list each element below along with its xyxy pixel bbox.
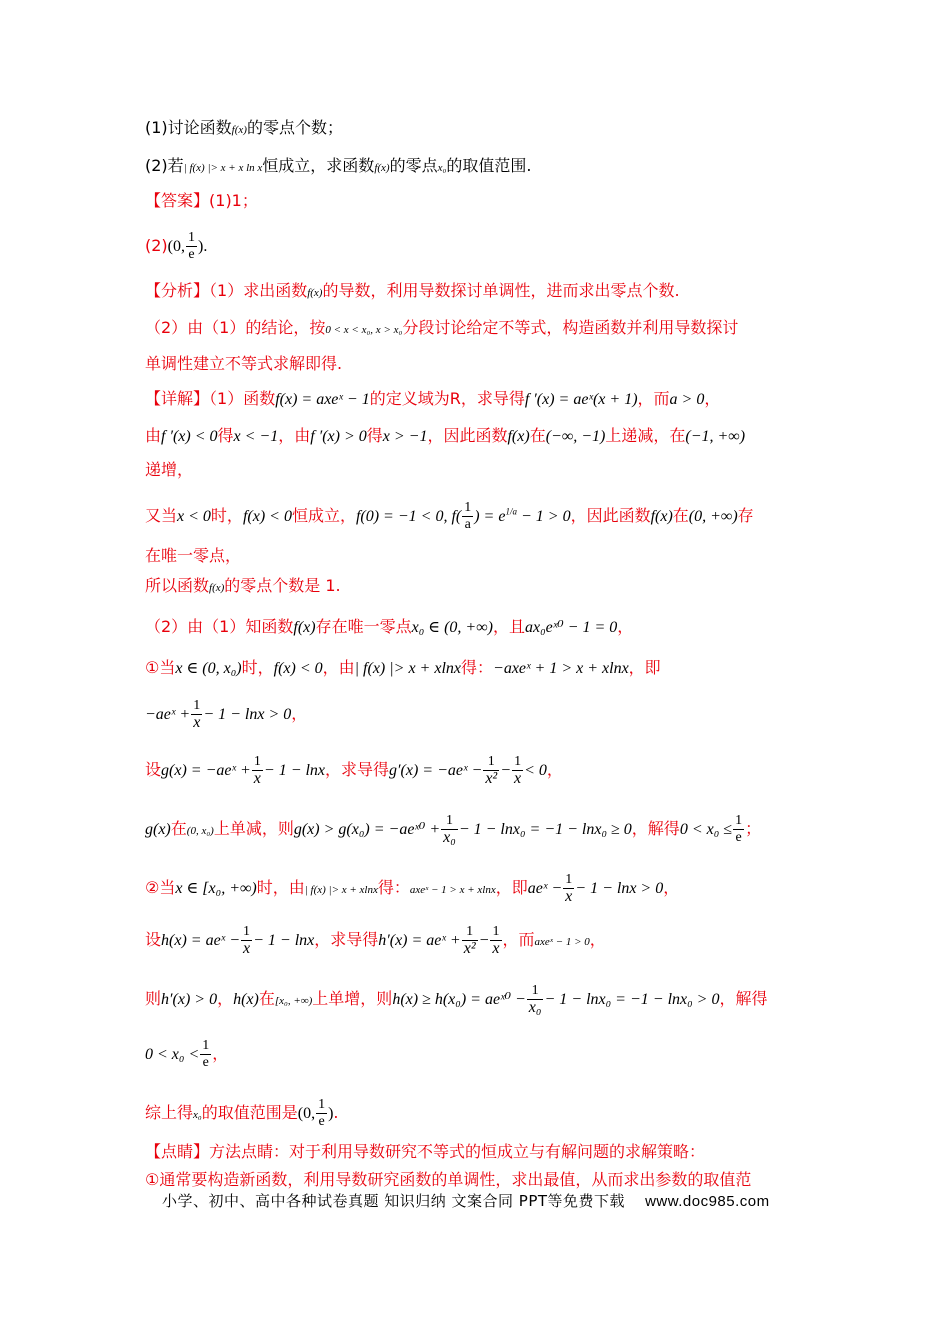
d-l16-m1: x₀ [193, 1109, 202, 1121]
analysis-p2-b: 分段讨论给定不等式，构造函数并利用导数探讨 [402, 318, 739, 337]
frac-num: 1 [252, 754, 263, 771]
detail-line-8 [145, 658, 661, 679]
d-l7-a: （2）由（1）知函数 [145, 617, 294, 636]
d-l11-d: ； [745, 819, 762, 838]
answer-line-1 [145, 191, 258, 211]
d-l11-m2: (0, x₀) [186, 825, 214, 837]
d-l6-fx: f(x) [209, 582, 225, 594]
d-l16-a: 综上得 [145, 1103, 194, 1122]
d-l6-b: 的零点个数是 1. [224, 576, 341, 595]
d-l12-frac [563, 872, 574, 905]
d-l8-m3: | f(x) |> x + xlnx [354, 660, 461, 677]
d-l14-m5: − 1 − lnx₀ = −1 − lnx₀ > 0 [544, 991, 720, 1008]
d-l3: 递增， [145, 460, 194, 479]
frac-num: 1 [241, 924, 252, 941]
d-l13-m5: axeˣ − 1 > 0 [534, 936, 590, 948]
detail-line-2 [145, 426, 745, 447]
d-l8-c: ，由 [322, 658, 355, 677]
detail-line-4 [145, 500, 754, 533]
d-l11-m3: g(x) > g(x₀) = −aeˣ⁰ + [293, 821, 441, 838]
d-l8-a: ①当 [145, 658, 176, 677]
d-l4-d: ，因此函数 [570, 506, 651, 525]
frac-den: x₀ [443, 829, 456, 846]
d-l4-m7: (0, +∞) [688, 508, 738, 525]
d-l13-m3: h′(x) = aeˣ + [378, 932, 461, 949]
d-l8-m1: x ∈ (0, x₀) [175, 660, 242, 677]
d-l13-a: 设 [145, 930, 162, 949]
detail-line-1 [145, 389, 720, 410]
d-l13-c: ，而 [502, 930, 535, 949]
frac-num: 1 [441, 813, 458, 830]
answer-line-2 [145, 230, 207, 263]
d-l4-m3: f(0) = −1 < 0, f( [355, 508, 462, 525]
d-l11-b: 上单减，则 [213, 819, 294, 838]
d-l7-d: ， [617, 617, 634, 636]
q2-tail: 的取值范围. [446, 156, 532, 175]
answer-2-label: (2) [145, 236, 168, 255]
frac-num: 1 [462, 924, 478, 941]
d-l12-m2: | f(x) |> x + xlnx [304, 884, 378, 896]
d-l16-m3: ) [328, 1105, 334, 1122]
d-l15-frac [200, 1038, 211, 1071]
d-l2-g: 上递减，在 [605, 426, 686, 445]
d-l2-m7: (−1, +∞) [685, 428, 746, 445]
d-l16-m2: (0, [297, 1105, 316, 1122]
d-l14-m3: [x₀, +∞) [274, 995, 313, 1007]
d-l4-a: 又当 [145, 506, 178, 525]
d-l16-c: . [333, 1103, 339, 1122]
d-l10-m1: g(x) = −aeˣ + [161, 762, 251, 779]
d-l2-m3: f ′(x) > 0 [310, 428, 367, 445]
q1-fx: f(x) [231, 124, 247, 136]
d-l4-f: 存 [737, 506, 754, 525]
analysis-p2-math: 0 < x < x₀, x > x₀ [325, 324, 403, 336]
d-l11-m4: − 1 − lnx₀ = −1 − lnx₀ ≥ 0 [458, 821, 632, 838]
question-2 [145, 156, 531, 178]
analysis-line-1 [145, 281, 680, 303]
frac-den: x² [485, 770, 498, 787]
d-l12-e: ， [663, 878, 680, 897]
d-l10-m5: < 0 [524, 762, 547, 779]
d-l13-m1: h(x) = aeˣ − [161, 932, 240, 949]
d-l1-a: （1）函数 [209, 389, 276, 408]
d-l2-a: 由 [145, 426, 162, 445]
answer-2-frac [186, 230, 197, 263]
d-l7-m1: f(x) [293, 619, 316, 636]
d-l12-m5: − 1 − lnx > 0 [575, 880, 664, 897]
detail-line-10 [145, 754, 563, 787]
q2-fx: f(x) [374, 162, 390, 174]
d-l2-m6: (−∞, −1) [545, 428, 606, 445]
d-l10-c: ， [546, 760, 563, 779]
d-l12-c: 得： [377, 878, 410, 897]
d-l1-d: ， [704, 389, 721, 408]
d-l11-m5: 0 < x₀ ≤ [679, 821, 733, 838]
d-l13-frac1 [241, 924, 252, 957]
d-l9-frac [191, 698, 202, 731]
d-l14-a: 则 [145, 989, 162, 1008]
d-l12-b: 时，由 [256, 878, 305, 897]
tips-line-1 [145, 1142, 705, 1162]
detail-line-9 [145, 698, 307, 731]
frac-num: 1 [512, 754, 523, 771]
d-l8-d: 得： [461, 658, 494, 677]
d-l1-a0: a > 0 [669, 391, 705, 408]
d-l7-c: ，且 [492, 617, 525, 636]
frac-num: 1 [191, 698, 202, 715]
frac-den: x [253, 770, 261, 787]
d-l2-b: 得 [217, 426, 234, 445]
d-l12-d: ，即 [495, 878, 528, 897]
detail-line-12 [145, 872, 679, 905]
frac-den: e [735, 830, 742, 845]
frac-num: 1 [318, 1097, 326, 1112]
d-l7-b: 存在唯一零点 [315, 617, 412, 636]
d-l10-m2: − 1 − lnx [263, 762, 326, 779]
frac-den: e [188, 247, 195, 262]
analysis-line-2 [145, 318, 738, 340]
d-l12-a: ②当 [145, 878, 176, 897]
analysis-p3: 单调性建立不等式求解即得. [145, 354, 343, 373]
d-l4-c: 恒成立， [291, 506, 356, 525]
d-l2-d: 得 [366, 426, 383, 445]
d-l13-m2: − 1 − lnx [253, 932, 315, 949]
q1-label: (1)讨论函数 [145, 118, 232, 137]
detail-line-15 [145, 1038, 228, 1071]
detail-line-3 [145, 460, 193, 480]
frac-num: 1 [490, 924, 501, 941]
d-l4-m4: ) = e [474, 508, 506, 525]
footer-text: 小学、初中、高中各种试卷真题 知识归纳 文案合同 PPT等免费下载 [162, 1192, 626, 1210]
frac-den: x [193, 714, 201, 731]
analysis-tag: 【分析】 [145, 281, 210, 300]
d-l8-m2: f(x) < 0 [273, 660, 323, 677]
frac-num: 1 [202, 1038, 210, 1053]
d-l2-f: 在 [529, 426, 546, 445]
d-l12-m3: axeˣ − 1 > x + xlnx [409, 884, 496, 896]
d-l12-m1: x ∈ [x₀, +∞) [175, 880, 257, 897]
d-l14-b: ， [217, 989, 234, 1008]
answer-tag: 【答案】 [145, 191, 210, 210]
d-l10-m3: g′(x) = −aeˣ − [389, 762, 483, 779]
frac-den: a [464, 517, 471, 532]
analysis-p2-a: （2）由（1）的结论，按 [145, 318, 326, 337]
detail-line-14 [145, 983, 767, 1016]
tips-l2: ①通常要构造新函数，利用导数研究函数的单调性，求出最值，从而求出参数的取值范 [145, 1170, 752, 1189]
d-l14-d: 上单增，则 [312, 989, 393, 1008]
d-l4-m6: f(x) [650, 508, 673, 525]
frac-num: 1 [483, 754, 499, 771]
d-l8-m4: −axeˣ + 1 > x + xlnx [493, 660, 629, 677]
d-l4-sup: 1/a [505, 506, 517, 517]
d-l12-m4: aeˣ − [527, 880, 563, 897]
d-l16-b: 的取值范围是 [201, 1103, 298, 1122]
d-l10-frac3 [512, 754, 523, 787]
d-l2-m4: x > −1 [382, 428, 428, 445]
answer-1: (1)1； [209, 191, 258, 210]
d-l8-e: ，即 [628, 658, 661, 677]
d-l8-b: 时， [241, 658, 274, 677]
d-l2-c: ，由 [278, 426, 311, 445]
q2-x0: x₀ [437, 162, 447, 174]
detail-line-16 [145, 1097, 339, 1130]
d-l2-m5: f(x) [507, 428, 530, 445]
d-l15-a: ， [212, 1044, 229, 1063]
d-l14-c: 在 [258, 989, 275, 1008]
d-l11-frac2 [733, 813, 744, 846]
d-l10-m4: − [500, 762, 512, 779]
d-l4-m1: x < 0 [177, 508, 211, 525]
frac-den: x [565, 888, 573, 905]
d-l1-f: f(x) = axeˣ − 1 [275, 391, 370, 408]
frac-num: 1 [527, 983, 544, 1000]
question-1 [145, 118, 343, 140]
frac-den: x² [463, 940, 476, 957]
analysis-line-3 [145, 354, 342, 374]
q2-mid: 恒成立，求函数 [262, 156, 375, 175]
frac-den: e [318, 1114, 325, 1129]
d-l10-a: 设 [145, 760, 162, 779]
d-l10-frac1 [252, 754, 263, 787]
detail-line-7 [145, 617, 633, 638]
frac-den: x [242, 940, 251, 957]
q2-label: (2)若 [145, 156, 184, 175]
frac-den: x [514, 770, 522, 787]
frac-den: x₀ [528, 999, 542, 1016]
d-l4-e: 在 [672, 506, 689, 525]
answer-2-pre: (0, [167, 238, 185, 255]
d-l5: 在唯一零点， [145, 546, 242, 565]
d-l13-d: ， [589, 930, 606, 949]
d-l10-frac2 [483, 754, 499, 787]
detail-line-6 [145, 576, 341, 598]
d-l11-a: 在 [170, 819, 187, 838]
d-l10-b: ，求导得 [325, 760, 390, 779]
q1-tail: 的零点个数； [246, 118, 343, 137]
d-l13-b: ，求导得 [314, 930, 379, 949]
d-l11-m1: g(x) [145, 821, 171, 838]
detail-tag: 【详解】 [145, 389, 210, 408]
frac-num: 1 [464, 500, 472, 515]
d-l9-a: ， [291, 704, 308, 723]
d-l4-m5: − 1 > 0 [516, 508, 571, 525]
d-l4-m2: f(x) < 0 [242, 508, 292, 525]
analysis-p1-b: 的导数，利用导数探讨单调性，进而求出零点个数. [322, 281, 680, 300]
d-l16-frac [316, 1097, 327, 1130]
d-l4-frac [462, 500, 473, 533]
frac-den: x [492, 940, 500, 957]
d-l1-b: 的定义域为R，求导得 [369, 389, 525, 408]
d-l9-m1: −aeˣ + [145, 706, 191, 723]
analysis-p1-a: （1）求出函数 [209, 281, 308, 300]
d-l4-b: 时， [210, 506, 243, 525]
answer-2-post: ). [198, 238, 208, 255]
d-l14-m2: h(x) [233, 991, 259, 1008]
d-l1-fp: f ′(x) = aeˣ(x + 1) [524, 391, 638, 408]
d-l13-frac2 [462, 924, 478, 957]
q2-mid2: 的零点 [389, 156, 438, 175]
q2-ineq: | f(x) |> x + x ln x [183, 162, 263, 174]
d-l6-a: 所以函数 [145, 576, 210, 595]
frac-num: 1 [563, 872, 574, 889]
frac-den: e [202, 1055, 209, 1070]
d-l14-e: ，解得 [719, 989, 768, 1008]
frac-num: 1 [735, 813, 743, 828]
d-l1-c: ，而 [637, 389, 670, 408]
d-l14-m1: h′(x) > 0 [161, 991, 218, 1008]
tips-line-2 [145, 1170, 751, 1190]
d-l14-m4: h(x) ≥ h(x₀) = aeˣ⁰ − [392, 991, 526, 1008]
d-l15-m1: 0 < x₀ < [145, 1046, 200, 1063]
d-l2-e: ，因此函数 [427, 426, 508, 445]
d-l7-m3: ax₀eˣ⁰ − 1 = 0 [524, 619, 618, 636]
d-l13-m4: − [478, 932, 490, 949]
d-l13-frac3 [490, 924, 501, 957]
d-l7-m2: x₀ ∈ (0, +∞) [411, 619, 493, 636]
footer-url-link[interactable]: www.doc985.com [645, 1193, 770, 1210]
detail-line-5 [145, 546, 241, 566]
tips-tag: 【点睛】 [145, 1142, 210, 1161]
d-l11-c: ，解得 [631, 819, 680, 838]
detail-line-11 [145, 813, 761, 846]
d-l14-frac [527, 983, 544, 1016]
d-l11-frac1 [441, 813, 458, 846]
d-l9-m2: − 1 − lnx > 0 [203, 706, 292, 723]
analysis-p1-fx: f(x) [307, 287, 323, 299]
tips-l1: 方法点睛：对于利用导数研究不等式的恒成立与有解问题的求解策略： [209, 1142, 706, 1161]
detail-line-13 [145, 924, 606, 957]
d-l2-m1: f ′(x) < 0 [161, 428, 218, 445]
d-l2-m2: x < −1 [233, 428, 279, 445]
frac-num: 1 [188, 230, 195, 245]
page-footer [162, 1190, 770, 1211]
